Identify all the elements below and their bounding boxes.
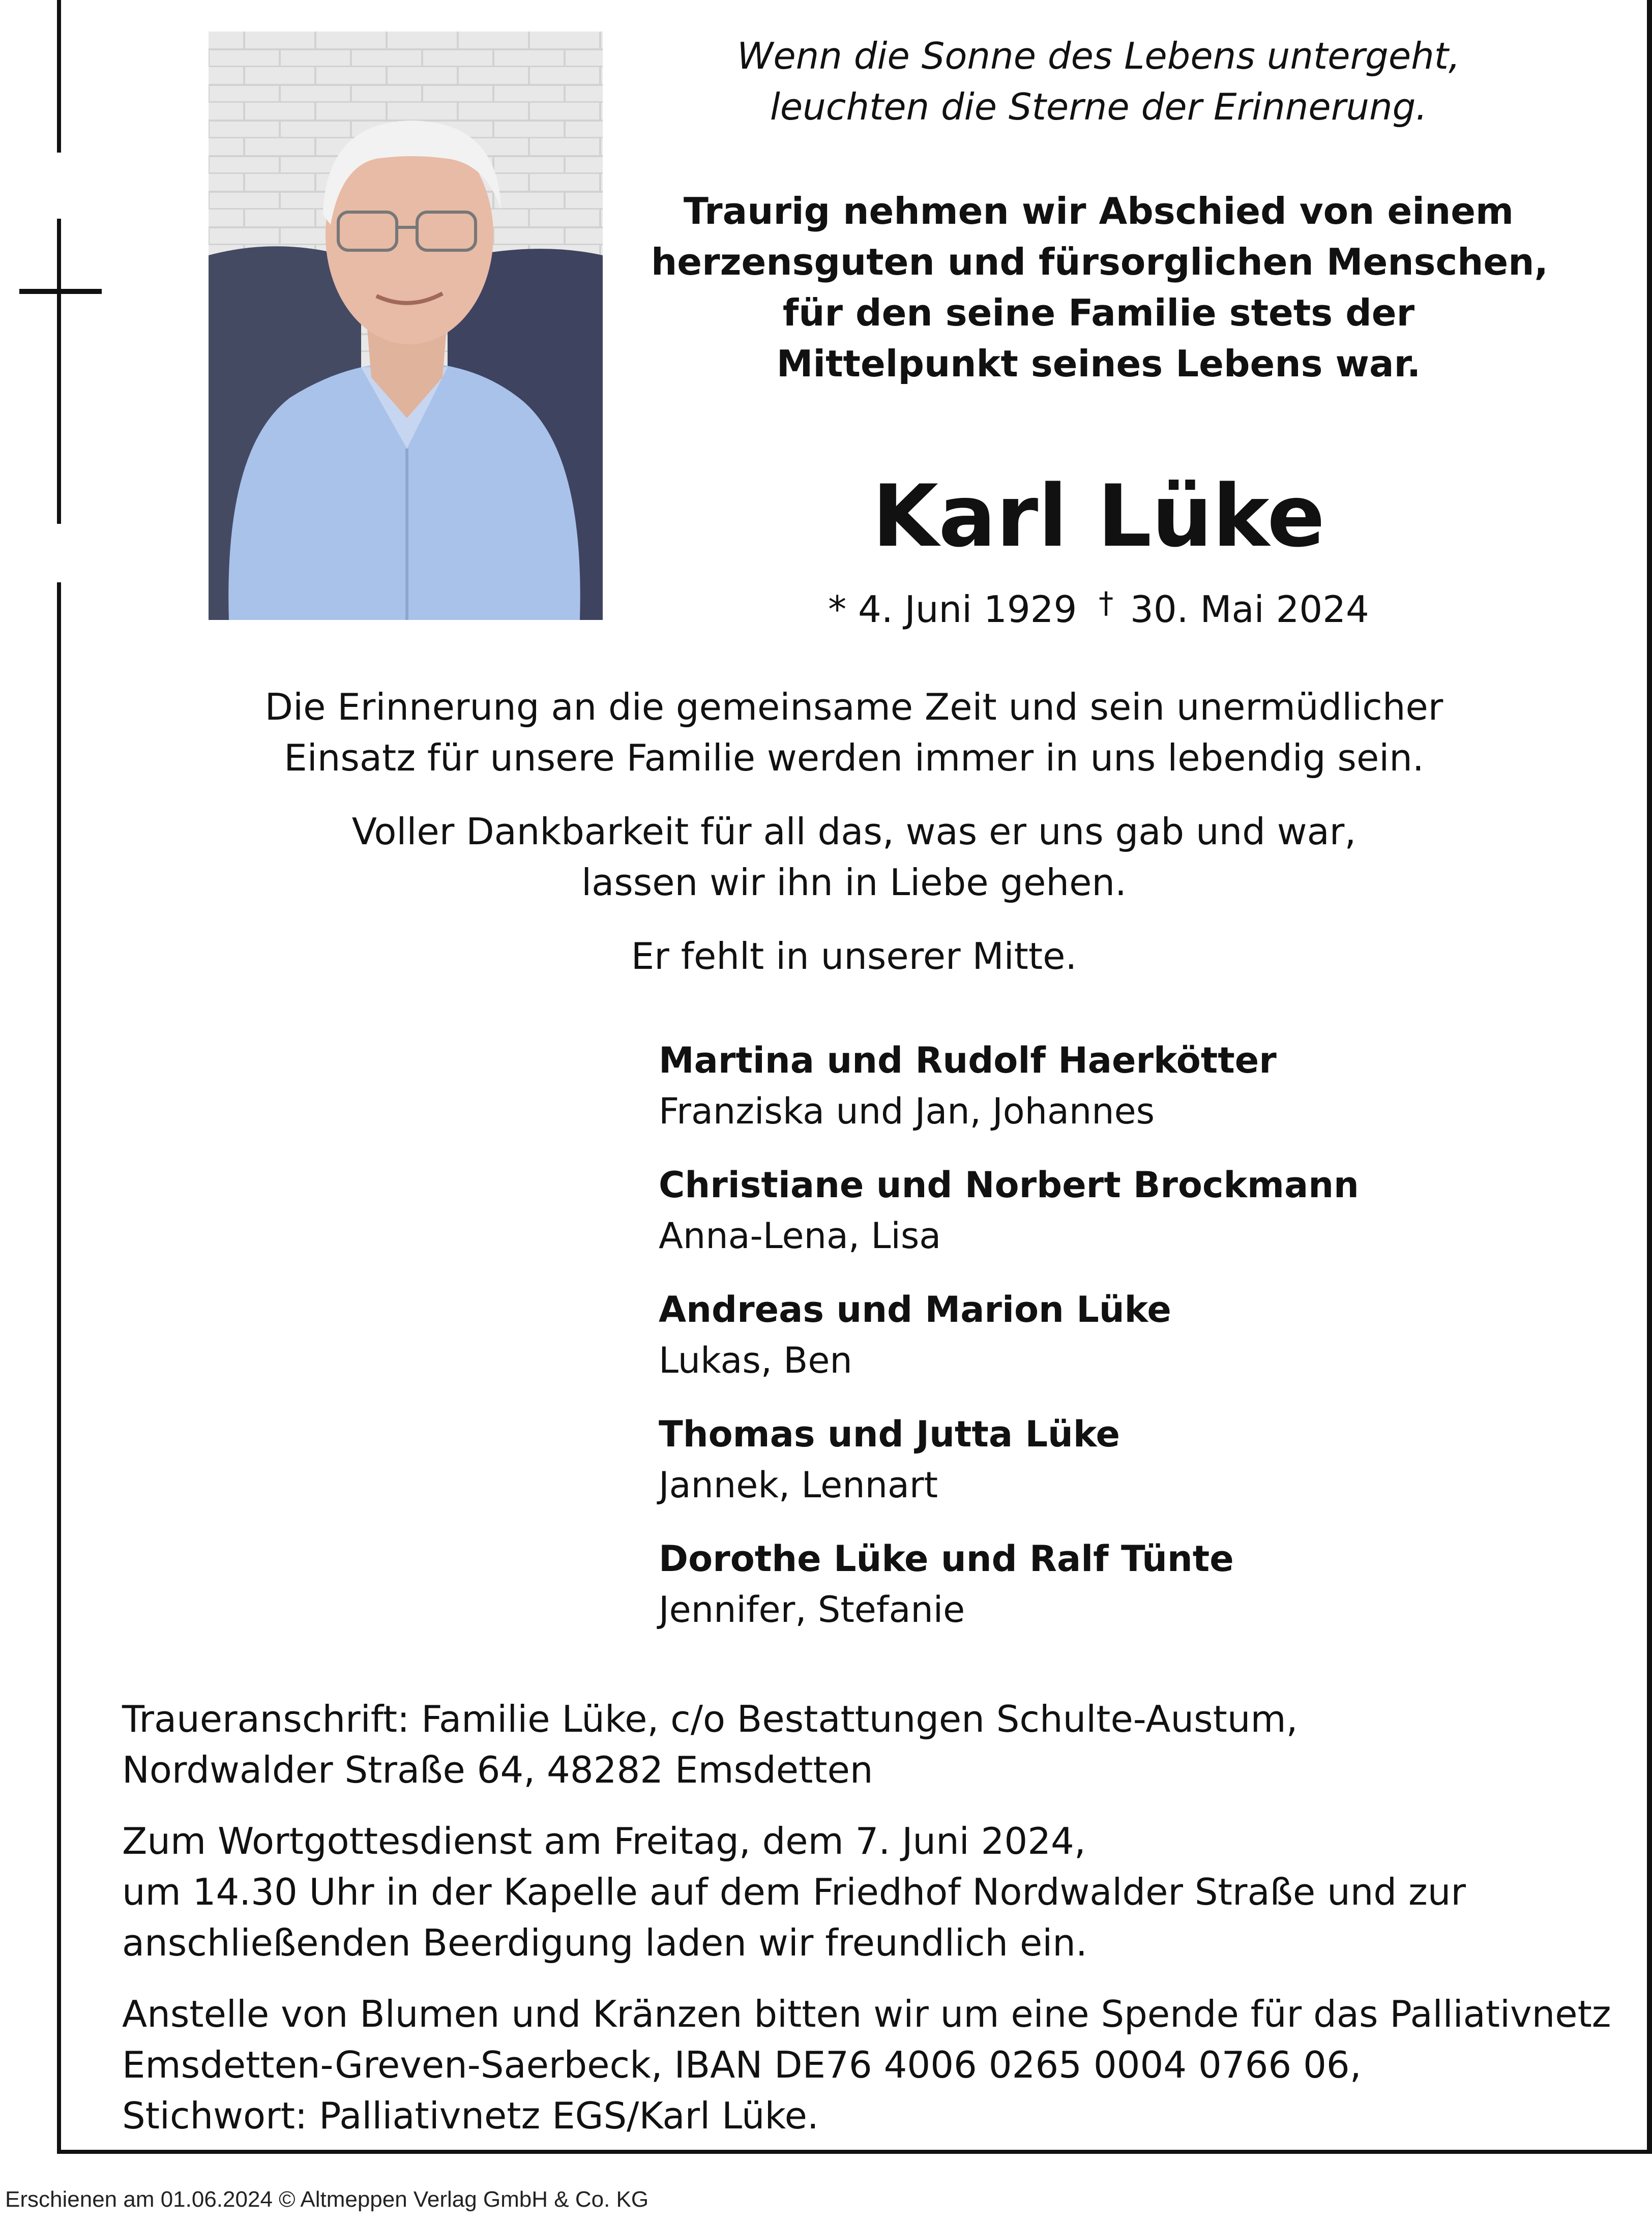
address-line-2: Nordwalder Straße 64, 48282 Emsdetten <box>122 1749 873 1791</box>
family-group <box>659 1409 1625 1510</box>
service-line-3: anschließenden Beerdigung laden wir freundlich ein. <box>122 1921 1087 1964</box>
death-cross-icon: † <box>1099 585 1114 620</box>
birth-date: * 4. Juni 1929 <box>828 588 1077 631</box>
mourning-address <box>122 1694 1628 1795</box>
intro-line-1: Traurig nehmen wir Abschied von einem <box>683 190 1514 232</box>
donation-line-2: Emsdetten-Greven-Saerbeck, IBAN DE76 4006 0265 0004 0766 06, <box>122 2043 1362 2086</box>
family-group-children: Jennifer, Stefanie <box>659 1589 965 1631</box>
family-group <box>659 1533 1625 1635</box>
portrait-illustration <box>209 32 603 620</box>
motto-line-1: Wenn die Sonne des Lebens untergeht, <box>737 35 1460 77</box>
donation-line-1: Anstelle von Blumen und Kränzen bitten wir um eine Spende für das Palliativnetz <box>122 1993 1611 2035</box>
frame-left-top <box>57 0 61 153</box>
paragraph-1-line-1: Die Erinnerung an die gemeinsame Zeit und sein unermüdlicher <box>264 686 1443 728</box>
family-group-children: Franziska und Jan, Johannes <box>659 1090 1155 1132</box>
intro-line-2: herzensguten und fürsorglichen Menschen, <box>651 241 1548 283</box>
paragraph-2-line-1: Voller Dankbarkeit für all das, was er uns gab und war, <box>351 810 1356 853</box>
death-date: 30. Mai 2024 <box>1130 588 1369 631</box>
family-group <box>659 1284 1625 1386</box>
intro-line-3: für den seine Familie stets der <box>782 291 1415 334</box>
cross-icon-bar <box>19 289 102 294</box>
family-group-children: Lukas, Ben <box>659 1340 852 1381</box>
memorial-paragraph-1 <box>61 682 1647 783</box>
life-dates <box>651 577 1546 635</box>
service-line-2: um 14.30 Uhr in der Kapelle auf dem Friedhof Nordwalder Straße und zur <box>122 1871 1466 1913</box>
memorial-paragraph-3: Er fehlt in unserer Mitte. <box>631 935 1077 977</box>
family-group-children: Anna-Lena, Lisa <box>659 1215 941 1257</box>
intro-line-4: Mittelpunkt seines Lebens war. <box>776 342 1421 385</box>
paragraph-1-line-2: Einsatz für unsere Familie werden immer in uns lebendig sein. <box>284 736 1424 779</box>
deceased-name: Karl Lüke <box>872 466 1325 566</box>
frame-left-mid <box>57 219 61 524</box>
publication-footer: Erschienen am 01.06.2024 © Altmeppen Verlag GmbH & Co. KG <box>5 2187 649 2212</box>
family-group-name: Andreas und Marion Lüke <box>659 1289 1171 1330</box>
address-line-1: Traueranschrift: Familie Lüke, c/o Bestattungen Schulte-Austum, <box>122 1698 1298 1740</box>
motto <box>651 31 1546 132</box>
service-info <box>122 1816 1628 1968</box>
service-line-1: Zum Wortgottesdienst am Freitag, dem 7. Juni 2024, <box>122 1820 1086 1862</box>
family-group-name: Thomas und Jutta Lüke <box>659 1413 1120 1455</box>
family-group <box>659 1160 1625 1261</box>
frame-bottom <box>57 2150 1652 2154</box>
frame-left-bottom <box>57 582 61 2154</box>
family-group <box>659 1035 1625 1137</box>
family-list <box>659 1035 1625 1658</box>
family-group-name: Dorothe Lüke und Ralf Tünte <box>659 1538 1234 1580</box>
portrait-photo <box>209 32 603 620</box>
family-group-name: Christiane und Norbert Brockmann <box>659 1164 1359 1206</box>
family-group-name: Martina und Rudolf Haerkötter <box>659 1040 1277 1081</box>
frame-right <box>1647 0 1652 2154</box>
paragraph-2-line-2: lassen wir ihn in Liebe gehen. <box>581 861 1127 904</box>
donation-info <box>122 1989 1628 2141</box>
donation-line-3: Stichwort: Palliativnetz EGS/Karl Lüke. <box>122 2094 819 2137</box>
family-group-children: Jannek, Lennart <box>659 1464 938 1506</box>
motto-line-2: leuchten die Sterne der Erinnerung. <box>770 85 1428 128</box>
intro-text <box>651 186 1546 389</box>
memorial-paragraph-2 <box>61 806 1647 908</box>
